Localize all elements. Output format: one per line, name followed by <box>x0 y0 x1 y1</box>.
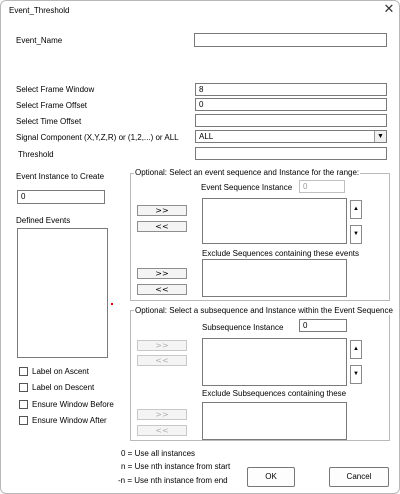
add-exclude-subsequence-button[interactable]: >> <box>137 409 187 420</box>
ensure-window-before-label: Ensure Window Before <box>32 400 114 409</box>
subsequence-list[interactable] <box>202 338 347 386</box>
time-offset-input[interactable] <box>195 114 387 127</box>
frame-offset-label: Select Frame Offset <box>16 101 87 110</box>
event-name-label: Event_Name <box>16 36 63 45</box>
label-on-descent-checkbox[interactable] <box>19 383 28 392</box>
add-event-sequence-button[interactable]: >> <box>137 205 187 216</box>
chevron-down-icon[interactable]: ▼ <box>374 131 386 142</box>
legend-all-instances: 0 = Use all instances <box>121 449 196 458</box>
ok-button[interactable]: OK <box>247 467 295 487</box>
event-sequence-instance-input[interactable]: 0 <box>299 180 345 193</box>
ensure-window-before-checkbox[interactable] <box>19 400 28 409</box>
defined-events-list[interactable] <box>17 228 108 358</box>
add-exclude-sequence-button[interactable]: >> <box>137 268 187 279</box>
exclude-subsequences-list[interactable] <box>202 402 347 440</box>
legend-nth-from-end: -n = Use nth instance from end <box>118 476 228 485</box>
event-sequence-list[interactable] <box>202 198 347 244</box>
event-sequence-instance-label: Event Sequence Instance <box>201 183 293 192</box>
exclude-sequences-label: Exclude Sequences containing these events <box>202 249 359 258</box>
scroll-up-icon[interactable]: ▲ <box>350 340 362 359</box>
ensure-window-after-checkbox[interactable] <box>19 416 28 425</box>
add-subsequence-button[interactable]: >> <box>137 340 187 351</box>
threshold-input[interactable] <box>195 147 387 160</box>
scroll-down-icon[interactable]: ▼ <box>350 225 362 244</box>
signal-component-label: Signal Component (X,Y,Z,R) or (1,2,...) or ALL <box>16 133 179 142</box>
window-title: Event_Threshold <box>9 6 70 15</box>
frame-window-label: Select Frame Window <box>16 85 95 94</box>
scroll-down-icon[interactable]: ▼ <box>350 365 362 384</box>
label-on-ascent-label: Label on Ascent <box>32 367 89 376</box>
instance-to-create-label: Event Instance to Create <box>16 172 105 181</box>
scroll-up-icon[interactable]: ▲ <box>350 200 362 219</box>
instance-to-create-input[interactable]: 0 <box>17 190 105 204</box>
frame-window-input[interactable]: 8 <box>195 83 387 96</box>
remove-exclude-subsequence-button[interactable]: << <box>137 425 187 436</box>
subsequence-group-title: Optional: Select a subsequence and Instance within the Event Sequence <box>135 306 393 315</box>
defined-events-label: Defined Events <box>16 216 71 225</box>
ensure-window-after-label: Ensure Window After <box>32 416 107 425</box>
event-name-input[interactable] <box>194 33 387 47</box>
marker-dot <box>111 303 113 305</box>
remove-subsequence-button[interactable]: << <box>137 355 187 366</box>
remove-event-sequence-button[interactable]: << <box>137 221 187 232</box>
label-on-descent-label: Label on Descent <box>32 383 95 392</box>
cancel-button[interactable]: Cancel <box>329 467 389 487</box>
event-sequence-group-title: Optional: Select an event sequence and Instance for the range: <box>135 168 360 177</box>
close-icon[interactable]: ✕ <box>383 1 395 16</box>
remove-exclude-sequence-button[interactable]: << <box>137 284 187 295</box>
subsequence-instance-label: Subsequence Instance <box>202 323 284 332</box>
frame-offset-input[interactable]: 0 <box>195 98 387 111</box>
subsequence-instance-input[interactable]: 0 <box>299 319 347 332</box>
legend-nth-from-start: n = Use nth instance from start <box>121 462 231 471</box>
signal-component-select[interactable] <box>195 130 387 143</box>
exclude-sequences-list[interactable] <box>202 259 347 297</box>
exclude-subsequences-label: Exclude Subsequences containing these <box>202 389 347 398</box>
signal-component-value: ALL <box>199 132 214 141</box>
label-on-ascent-checkbox[interactable] <box>19 367 28 376</box>
time-offset-label: Select Time Offset <box>16 117 82 126</box>
threshold-label: Threshold <box>18 150 54 159</box>
